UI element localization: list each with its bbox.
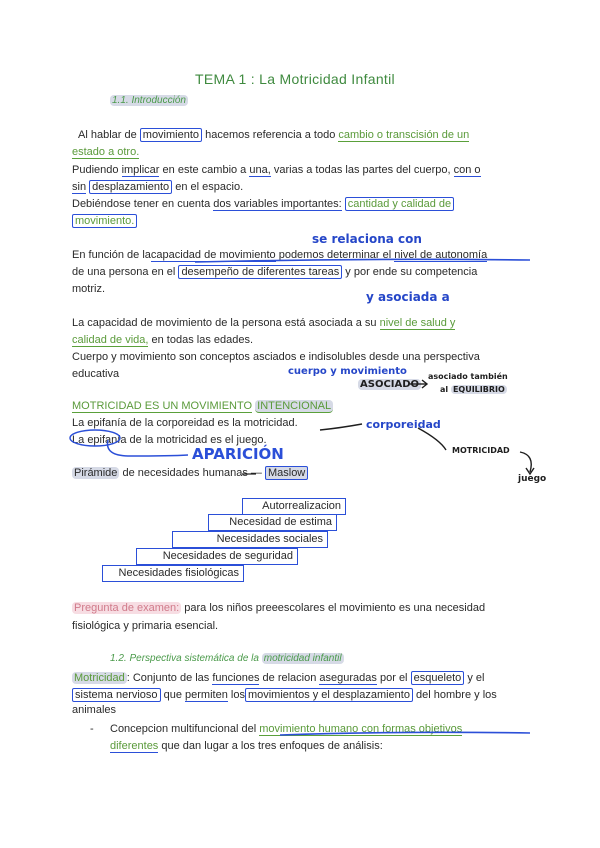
pyramid-level-3: Necesidades sociales [172,531,328,548]
pyramid-level-5: Necesidades fisiológicas [102,565,244,582]
text: : Conjunto de las [126,672,210,684]
paragraph-line [72,197,454,211]
text: en el espacio. [175,181,244,193]
text: En función de la [72,249,151,261]
text: en este cambio a [162,164,247,176]
text: en todas las edades. [151,334,254,346]
paragraph-line [72,350,480,364]
paragraph-line [72,163,481,177]
text: 1.2. Perspectiva sistemática de la [110,653,259,664]
handwritten-note-aparicion: APARICIÓN [192,445,284,463]
paragraph-line [72,316,455,330]
highlighted-term: Motricidad [74,672,125,684]
motricidad-heading [72,399,333,413]
boxed-term: movimientos y el desplazamiento [245,688,413,702]
boxed-term: Maslow [265,466,308,480]
pyramid-level-1: Autorrealizacion [242,498,346,515]
green-term: INTENCIONAL [257,400,332,412]
green-term: estado a otro. [72,146,140,158]
section-heading-text: 1.1. Introducción [112,95,186,106]
paragraph-line [72,466,308,480]
paragraph-line [72,214,137,228]
highlighted-word: EQUILIBRIO [452,385,505,394]
text: de una persona en el [72,266,176,278]
paragraph-line [72,248,487,262]
underlined-term: con o [453,164,481,176]
green-term: movimiento humano con formas objetivos [259,723,463,735]
text: Debiéndose tener en cuenta [72,198,211,210]
paragraph-line [72,333,253,347]
text: que [163,689,182,701]
pyramid-level-4: Necesidades de seguridad [136,548,298,565]
text: Cuerpo y movimiento son conceptos asciados e indisolubles desde una perspectiva [72,351,480,363]
text: para los niños preeescolares el movimiento es una necesidad [184,602,486,614]
underlined-term: permiten [185,689,228,701]
text: La [72,434,85,446]
text: que dan lugar a los tres enfoques de análisis: [161,740,383,752]
bullet-line [110,722,462,736]
arrow-shaft [320,424,362,430]
boxed-term: movimiento. [72,214,137,228]
definition-line [72,688,497,702]
text: Pudiendo [72,164,119,176]
underlined-term: una, [249,164,271,176]
text: Al hablar de [78,129,137,141]
text: motriz. [72,283,105,295]
text: y el [467,672,485,684]
green-term: cambio o transcisión de un [338,129,470,141]
handwritten-note-equilibrio [440,385,507,394]
text: por el [379,672,408,684]
text: podemos determinar el [278,249,392,261]
arrow-head [422,380,427,388]
handwritten-note-motricidad: MOTRICIDAD [452,446,510,455]
bullet-dash: - [90,723,94,735]
handwritten-note-juego: juego [518,474,547,484]
text: y por ende su competencia [345,266,478,278]
arrow-shaft [418,428,446,450]
boxed-term: desempeño de diferentes tareas [178,265,342,279]
handwritten-note-corporeidad: corporeidad [366,418,441,431]
green-term: calidad de vida, [72,334,149,346]
handwritten-note-asociado [358,379,421,390]
boxed-term: cantidad y calidad de [345,197,454,211]
exam-line: fisiológica y primaria esencial. [72,620,219,632]
text: al [440,385,449,394]
highlighted-term: motricidad infantil [263,653,342,664]
text: educativa [72,368,120,380]
text: de necesidades humanas — [122,467,262,479]
paragraph-line [72,367,119,381]
text: los [230,689,245,701]
paragraph-line [72,282,105,296]
exam-label: Pregunta de examen: [74,602,180,614]
text: de la motricidad es el juego. [129,434,267,446]
highlighted-term: Pirámide [74,467,118,479]
text: de relacion [262,672,317,684]
green-term: MOTRICIDAD ES UN MOVIMIENTO [72,400,253,412]
boxed-term: movimiento [140,128,202,142]
underlined-term: capacidad de movimiento [150,249,276,261]
text: hacemos referencia a todo [205,129,336,141]
text: La capacidad de movimiento de la persona está asociada a su [72,317,377,329]
section-heading-perspectiva [110,653,344,664]
text: del hombre y los [416,689,497,701]
exam-line [72,601,485,615]
boxed-term: sistema nervioso [72,688,161,702]
paragraph-line: La epifanía de la corporeidad es la motricidad. [72,417,298,429]
underlined-term: dos variables importantes: [213,198,342,210]
boxed-term: esqueleto [411,671,465,685]
text: epifanía [87,434,127,446]
paragraph-line [72,180,243,194]
boxed-term: desplazamiento [89,180,172,194]
section-heading-introduccion [110,95,188,106]
paragraph-line [72,265,477,279]
arrow-shaft [520,452,531,472]
pyramid-level-2: Necesidad de estima [208,514,337,531]
text: varias a todas las partes del cuerpo, [273,164,451,176]
underlined-term: implicar [121,164,160,176]
underlined-term: funciones [212,672,260,684]
paragraph-line [78,128,469,142]
handwritten-note-asociada: y asociada a [366,290,450,304]
paragraph-line [72,145,139,159]
definition-line [72,671,484,685]
definition-line: animales [72,704,117,716]
underlined-term: nivel de autonomía [394,249,488,261]
handwritten-note-cuerpo: cuerpo y movimiento [288,366,407,377]
underlined-term: aseguradas [319,672,377,684]
green-term: diferentes [110,740,159,752]
highlighted-word: ASOCIADO [360,379,420,390]
page-title: TEMA 1 : La Motricidad Infantil [195,71,395,87]
bullet-line [110,739,383,753]
handwritten-note-tambien: asociado también [428,372,508,381]
green-term: nivel de salud y [379,317,456,329]
underlined-term: sin [72,181,87,193]
handwritten-note-relaciona: se relaciona con [312,232,422,246]
text: Concepcion multifuncional del [110,723,257,735]
